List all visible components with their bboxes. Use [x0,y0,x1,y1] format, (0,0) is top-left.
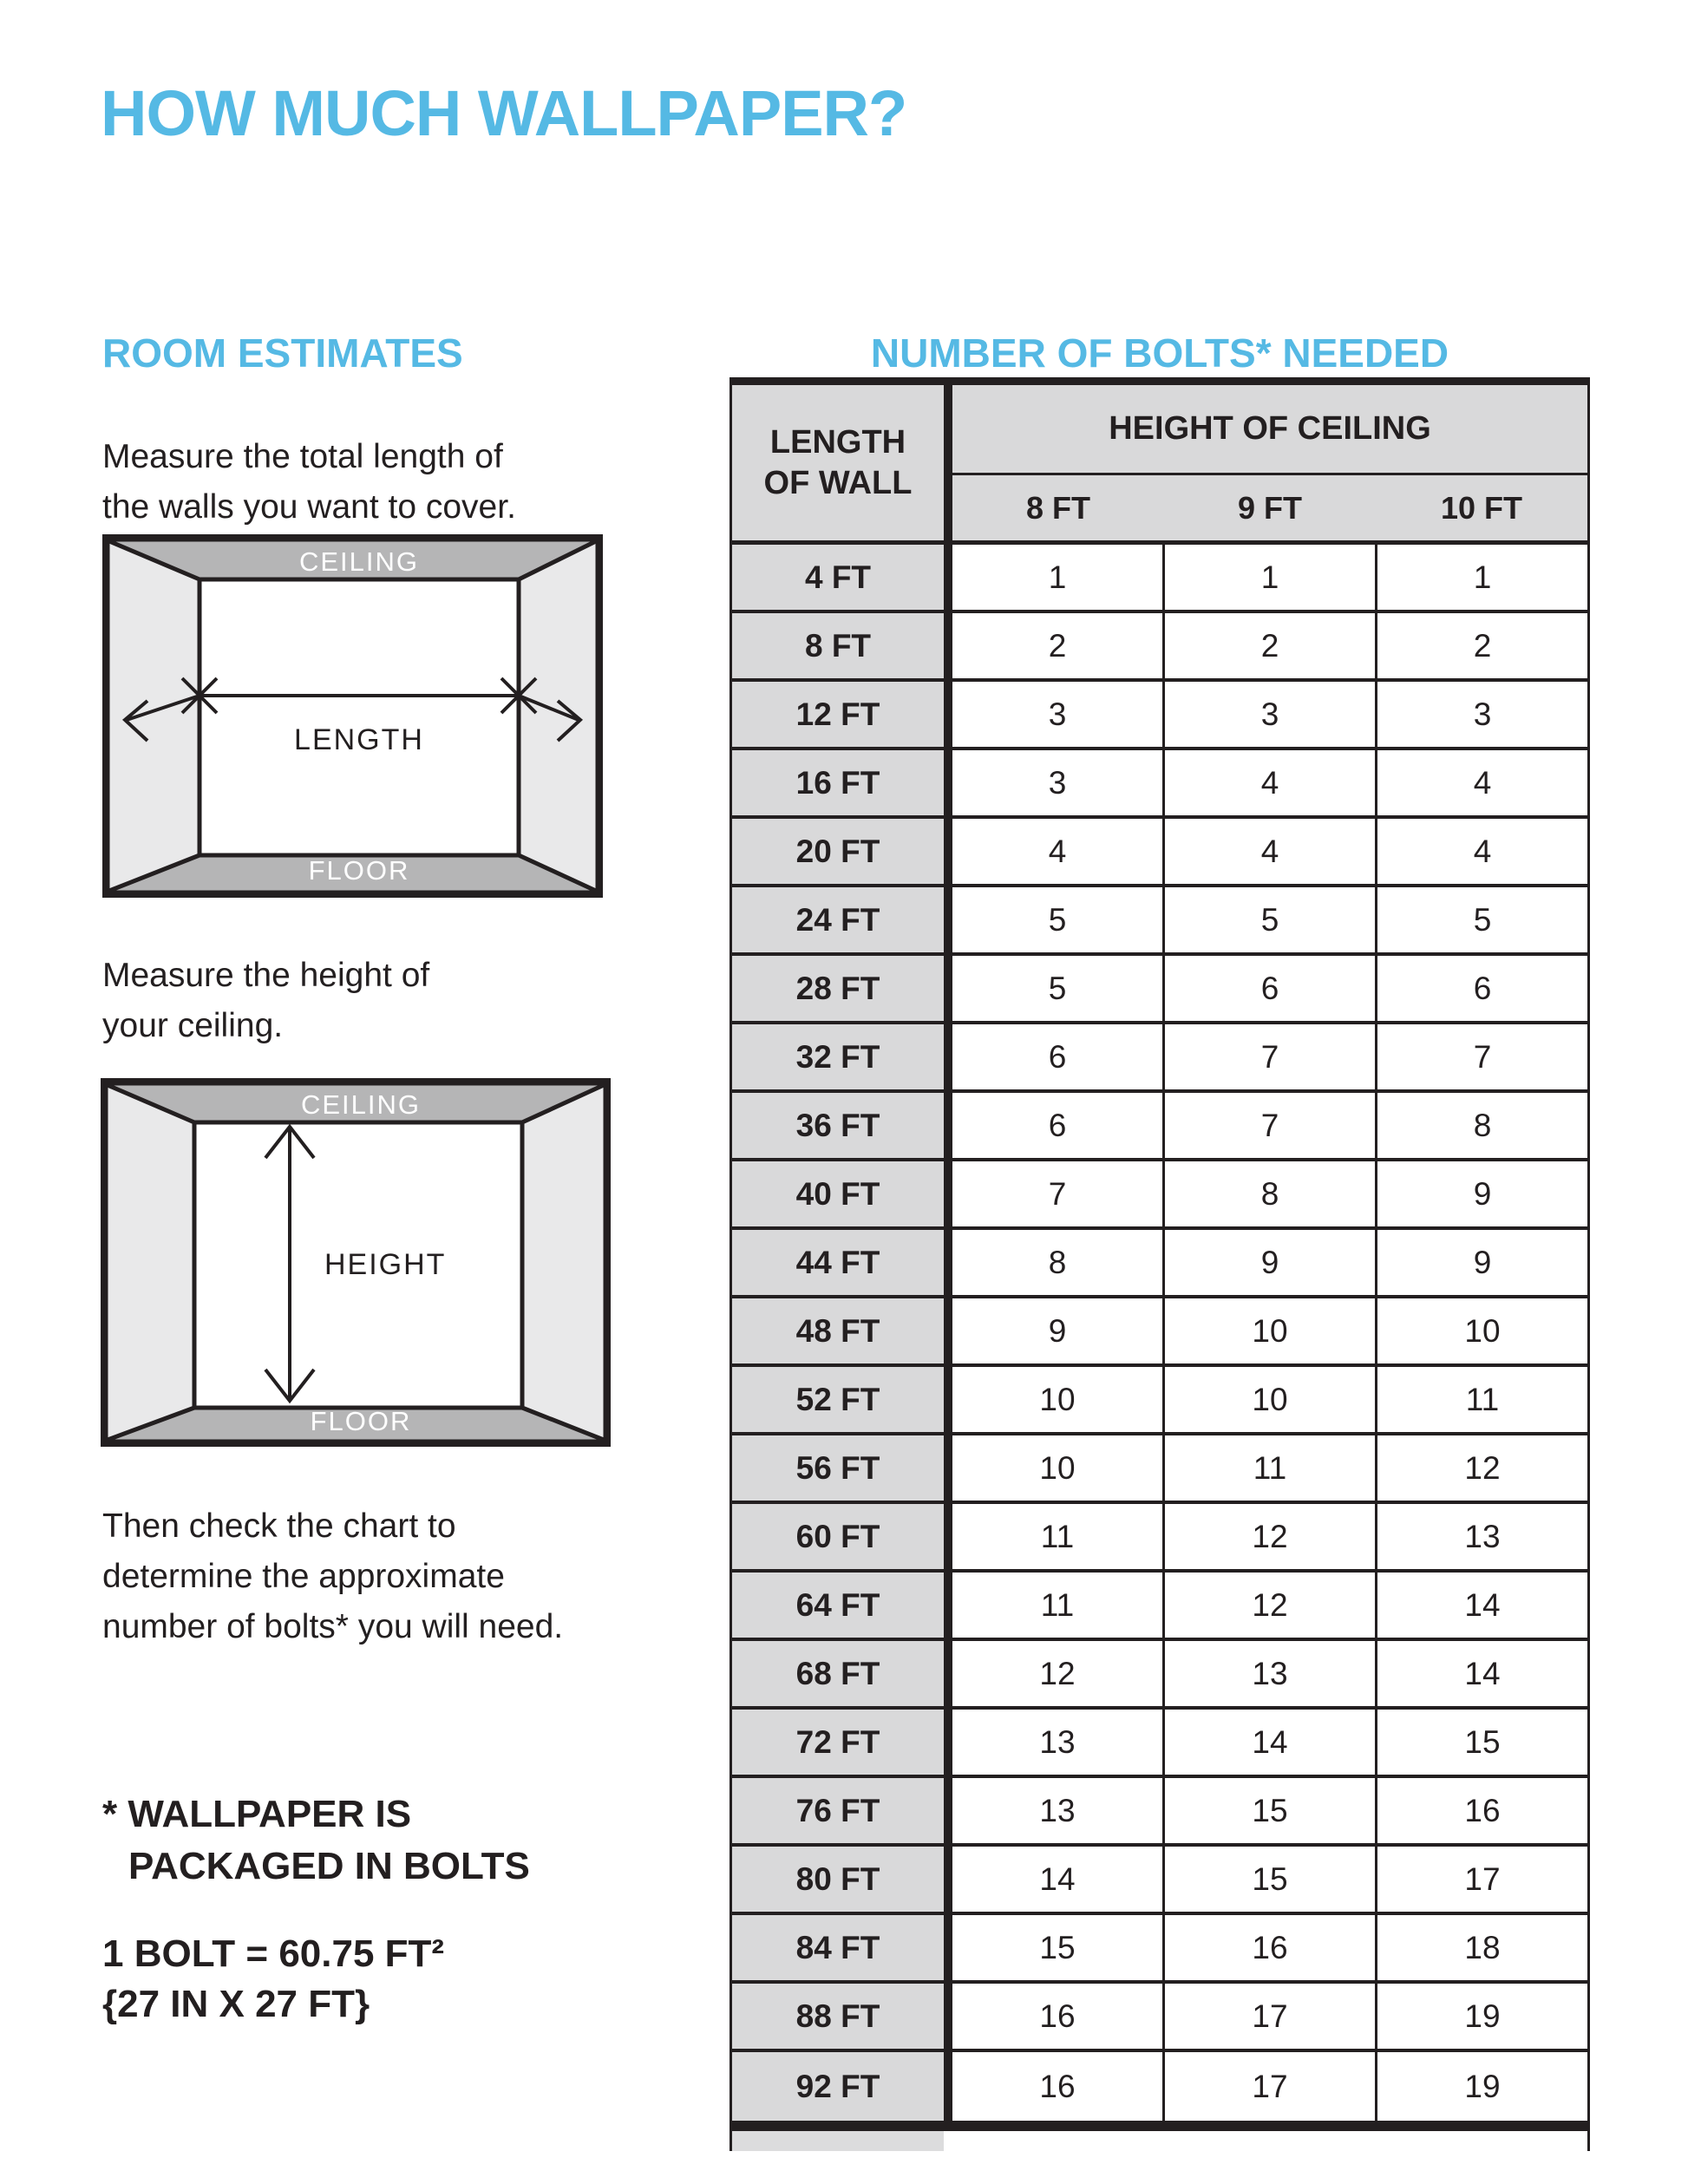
paragraph-measure-length [102,432,516,533]
row-value-cell: 10 [1162,1367,1375,1432]
row-value-cell: 12 [1162,1573,1375,1638]
section-heading-room-estimates: ROOM ESTIMATES [102,330,463,376]
row-value-cell: 15 [1375,1710,1587,1775]
row-value-cell: 1 [1375,545,1587,610]
footnote-wallpaper-bolts [102,1788,530,1893]
ceiling-height-subheaders [952,475,1587,540]
footnote-line: * WALLPAPER IS [102,1793,412,1835]
row-value-cell: 7 [1375,1024,1587,1089]
row-label-cell: 4 FT [732,545,952,610]
row-value-cell: 2 [1162,613,1375,678]
row-label-cell: 36 FT [732,1093,952,1158]
row-label-cell: 76 FT [732,1778,952,1843]
row-label-cell: 72 FT [732,1710,952,1775]
row-value-cell: 4 [1162,750,1375,815]
row-value-cell: 17 [1162,2052,1375,2121]
footnote-line: PACKAGED IN BOLTS [128,1845,530,1887]
floor-label: FLOOR [310,1406,412,1436]
paragraph-line: determine the approximate [102,1558,505,1595]
table-row [732,1710,1587,1778]
row-value-cell: 3 [1375,682,1587,747]
row-value-cell: 16 [1375,1778,1587,1843]
table-row [732,1161,1587,1230]
row-label-cell: 88 FT [732,1984,952,2049]
length-label: LENGTH [294,723,424,756]
bolts-table [730,377,1590,2151]
row-label-cell: 92 FT [732,2052,952,2121]
paragraph-measure-height [102,951,429,1051]
row-label-cell: 64 FT [732,1573,952,1638]
right-wall [519,541,596,891]
paragraph-line: your ceiling. [102,1007,284,1044]
row-value-cell: 9 [1375,1161,1587,1226]
table-row [732,1847,1587,1915]
table-bottom-bar [732,2121,1587,2131]
table-row [732,1573,1587,1641]
row-value-cell: 17 [1375,1847,1587,1912]
row-value-cell: 6 [952,1093,1162,1158]
row-value-cell: 12 [1375,1435,1587,1501]
table-left-column-stub [732,2131,944,2151]
row-value-cell: 13 [952,1710,1162,1775]
row-value-cell: 5 [1375,887,1587,952]
table-row [732,1367,1587,1435]
paragraph-line: Measure the height of [102,957,430,994]
row-label-cell: 44 FT [732,1230,952,1295]
row-value-cell: 3 [952,682,1162,747]
bolt-info-line: {27 IN X 27 FT} [102,1983,370,2025]
row-value-cell: 5 [1162,887,1375,952]
row-label-cell: 20 FT [732,819,952,884]
header-line: OF WALL [763,464,913,501]
row-value-cell: 10 [1375,1298,1587,1363]
ceiling-label: CEILING [298,546,420,577]
table-row [732,1298,1587,1367]
subheader-8ft: 8 FT [1025,489,1090,526]
table-row [732,1984,1587,2052]
row-value-cell: 5 [952,956,1162,1021]
row-value-cell: 16 [1162,1915,1375,1980]
row-value-cell: 14 [1375,1573,1587,1638]
row-value-cell: 1 [952,545,1162,610]
row-value-cell: 17 [1162,1984,1375,2049]
table-row [732,613,1587,682]
row-value-cell: 19 [1375,1984,1587,2049]
row-value-cell: 9 [1162,1230,1375,1295]
row-value-cell: 8 [952,1230,1162,1295]
paragraph-line: Then check the chart to [102,1507,456,1545]
row-value-cell: 5 [952,887,1162,952]
table-row [732,2052,1587,2121]
row-label-cell: 8 FT [732,613,952,678]
table-row [732,682,1587,750]
row-value-cell: 10 [952,1435,1162,1501]
row-value-cell: 3 [1162,682,1375,747]
paragraph-line: number of bolts* you will need. [102,1608,564,1645]
page-title: HOW MUCH WALLPAPER? [101,77,907,149]
row-value-cell: 12 [952,1641,1162,1706]
height-label: HEIGHT [324,1248,447,1281]
ceiling-label: CEILING [300,1089,422,1120]
row-label-cell: 40 FT [732,1161,952,1226]
row-value-cell: 12 [1162,1504,1375,1569]
room-height-diagram [101,1078,611,1447]
row-value-cell: 15 [952,1915,1162,1980]
row-value-cell: 4 [1375,750,1587,815]
row-label-cell: 12 FT [732,682,952,747]
row-label-cell: 84 FT [732,1915,952,1980]
row-label-cell: 24 FT [732,887,952,952]
height-of-ceiling-header-group [952,385,1587,540]
row-value-cell: 7 [1162,1093,1375,1158]
row-value-cell: 4 [952,819,1162,884]
row-value-cell: 19 [1375,2052,1587,2121]
table-row [732,1435,1587,1504]
row-value-cell: 14 [1375,1641,1587,1706]
table-top-bar [732,377,1587,385]
row-value-cell: 13 [1162,1641,1375,1706]
table-heading-bolts-needed: NUMBER OF BOLTS* NEEDED [870,330,1449,376]
subheader-10ft: 10 FT [1440,489,1523,526]
table-row [732,750,1587,819]
row-value-cell: 6 [1375,956,1587,1021]
row-label-cell: 48 FT [732,1298,952,1363]
table-row [732,545,1587,613]
row-value-cell: 13 [952,1778,1162,1843]
row-value-cell: 7 [952,1161,1162,1226]
row-value-cell: 8 [1162,1161,1375,1226]
left-wall [108,1085,194,1440]
row-value-cell: 8 [1375,1093,1587,1158]
floor-label: FLOOR [308,855,410,886]
row-label-cell: 56 FT [732,1435,952,1501]
row-value-cell: 11 [1162,1435,1375,1501]
row-value-cell: 6 [1162,956,1375,1021]
row-value-cell: 2 [1375,613,1587,678]
row-label-cell: 80 FT [732,1847,952,1912]
row-value-cell: 3 [952,750,1162,815]
row-value-cell: 15 [1162,1778,1375,1843]
table-row [732,1024,1587,1093]
row-value-cell: 9 [952,1298,1162,1363]
row-value-cell: 10 [952,1367,1162,1432]
row-label-cell: 32 FT [732,1024,952,1089]
table-row [732,1778,1587,1847]
subheader-9ft: 9 FT [1237,489,1302,526]
table-row [732,1093,1587,1161]
bolt-info-line: 1 BOLT = 60.75 FT² [102,1932,445,1975]
back-wall [200,579,519,855]
row-value-cell: 1 [1162,545,1375,610]
row-value-cell: 14 [1162,1710,1375,1775]
row-value-cell: 6 [952,1024,1162,1089]
row-value-cell: 16 [952,2052,1162,2121]
row-label-cell: 60 FT [732,1504,952,1569]
row-value-cell: 18 [1375,1915,1587,1980]
table-row [732,1230,1587,1298]
left-wall [109,541,200,891]
table-row [732,819,1587,887]
row-value-cell: 4 [1162,819,1375,884]
bolt-size-info [102,1929,444,2030]
table-row [732,1915,1587,1984]
row-value-cell: 16 [952,1984,1162,2049]
row-value-cell: 13 [1375,1504,1587,1569]
table-row [732,887,1587,956]
row-label-cell: 68 FT [732,1641,952,1706]
table-header [732,385,1587,545]
row-value-cell: 11 [1375,1367,1587,1432]
table-row [732,956,1587,1024]
paragraph-check-chart [102,1501,563,1652]
row-value-cell: 10 [1162,1298,1375,1363]
row-value-cell: 2 [952,613,1162,678]
row-value-cell: 4 [1375,819,1587,884]
room-length-diagram [102,534,603,898]
row-value-cell: 11 [952,1504,1162,1569]
row-label-cell: 28 FT [732,956,952,1021]
table-row [732,1504,1587,1573]
row-label-cell: 16 FT [732,750,952,815]
row-value-cell: 14 [952,1847,1162,1912]
row-label-cell: 52 FT [732,1367,952,1432]
table-body [732,545,1587,2121]
row-value-cell: 9 [1375,1230,1587,1295]
right-wall [522,1085,604,1440]
length-of-wall-header [732,385,952,540]
row-value-cell: 15 [1162,1847,1375,1912]
table-row [732,1641,1587,1710]
row-value-cell: 11 [952,1573,1162,1638]
row-value-cell: 7 [1162,1024,1375,1089]
paragraph-line: Measure the total length of [102,438,503,475]
paragraph-line: the walls you want to cover. [102,488,516,526]
height-of-ceiling-header: HEIGHT OF CEILING [952,385,1587,475]
header-line: LENGTH [769,423,906,461]
